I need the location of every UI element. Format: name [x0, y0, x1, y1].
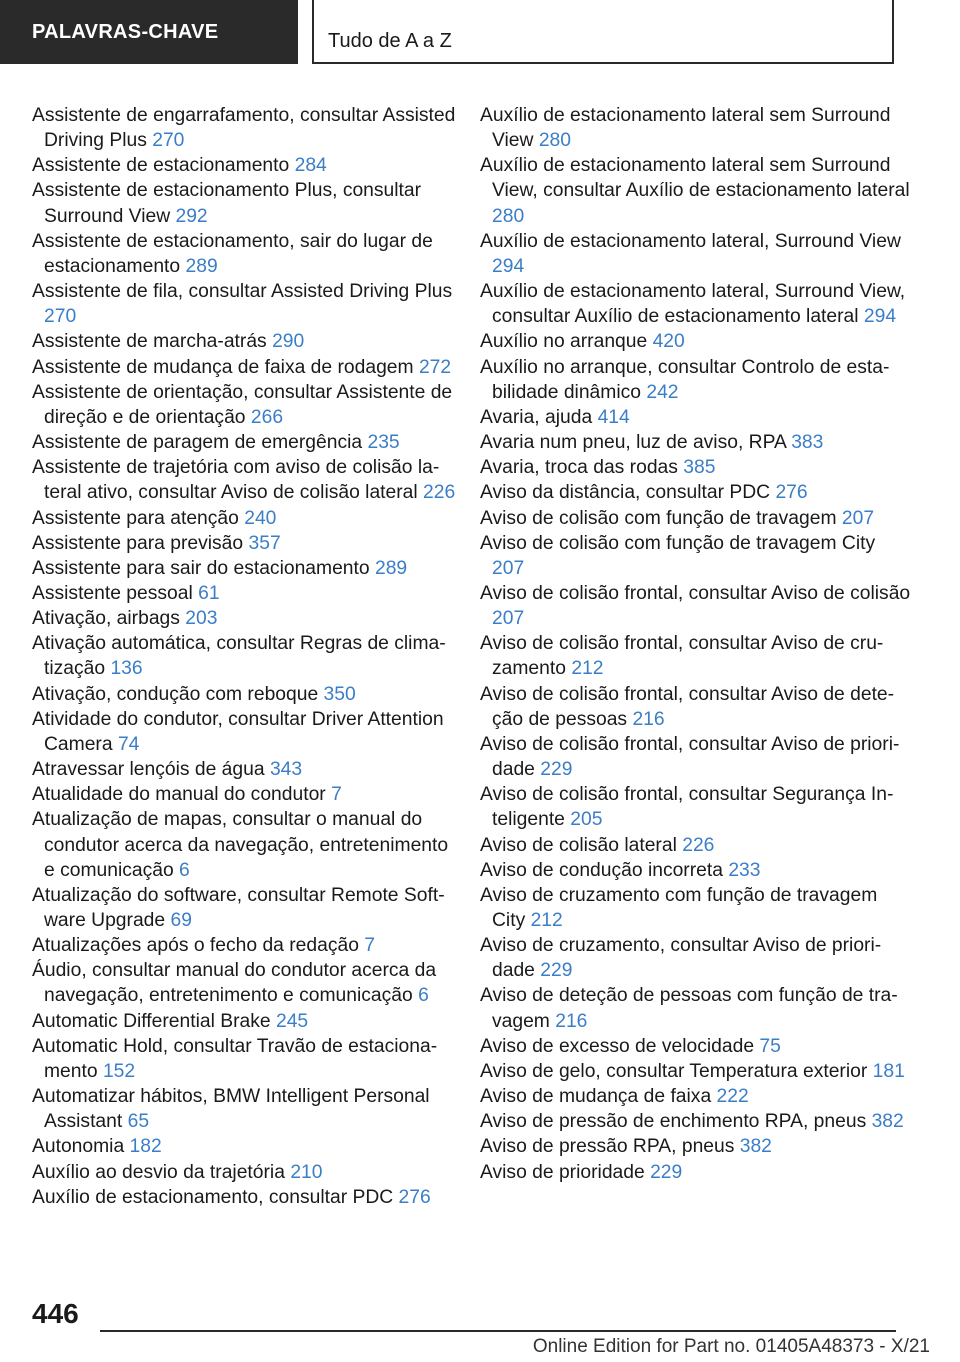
- page-link[interactable]: 382: [871, 1111, 904, 1133]
- page-link[interactable]: 61: [198, 582, 220, 604]
- index-entry-text: Aviso de pressão de enchimento RPA, pneus: [480, 1111, 867, 1133]
- page-link[interactable]: 229: [540, 960, 573, 982]
- page-link[interactable]: 210: [290, 1161, 323, 1183]
- index-entry-text: Aviso de colisão frontal, consultar Aviso de deteção de pessoas: [480, 683, 895, 730]
- index-column-right: [480, 103, 912, 1185]
- page-link[interactable]: 289: [374, 557, 408, 579]
- index-entry-text: Auxílio no arranque: [480, 331, 648, 353]
- index-entry-text: Áudio, consultar manual do condutor acerca da navegação, entretenimento e comunicação: [32, 960, 437, 1007]
- index-entry: [32, 178, 460, 228]
- index-entry: [32, 229, 460, 279]
- index-entry-text: Assistente para previsão: [32, 532, 244, 554]
- index-entry: [32, 631, 460, 681]
- page-link[interactable]: 270: [152, 130, 185, 152]
- index-entry-text: Automatic Hold, consultar Travão de estacionamento: [32, 1035, 438, 1082]
- index-entry: [480, 1134, 912, 1159]
- page-link[interactable]: 205: [570, 809, 603, 831]
- page-link[interactable]: 294: [492, 255, 525, 277]
- index-entry-text: Atualizações após o fecho da redação: [32, 935, 359, 957]
- index-entry-text: Ativação, airbags: [32, 608, 180, 630]
- index-entry: [32, 581, 460, 606]
- index-entry-text: Assistente de fila, consultar Assisted Driving Plus: [32, 281, 453, 303]
- index-entry: [480, 1109, 912, 1134]
- edition-footer: Online Edition for Part no. 01405A48373 - X/21: [532, 1336, 930, 1357]
- index-entry-text: Aviso de prioridade: [480, 1161, 645, 1183]
- page-link[interactable]: 203: [185, 608, 218, 630]
- page-link[interactable]: 289: [185, 255, 218, 277]
- page-link[interactable]: 272: [418, 356, 452, 378]
- footer-divider: [100, 1330, 896, 1332]
- index-entry: [32, 1009, 460, 1034]
- page-link[interactable]: 385: [683, 457, 716, 479]
- page-link[interactable]: 284: [294, 155, 327, 177]
- index-entry: [480, 933, 912, 983]
- index-entry: [32, 430, 460, 455]
- index-entry-text: Auxílio de estacionamento lateral sem Surround View: [480, 105, 891, 152]
- page-link[interactable]: 242: [646, 381, 679, 403]
- index-entry: [32, 103, 460, 153]
- page-link[interactable]: 7: [364, 935, 376, 957]
- index-entry: [32, 531, 460, 556]
- page-link[interactable]: 74: [117, 733, 140, 755]
- index-entry-text: Assistente de paragem de emergência: [32, 432, 363, 454]
- index-entry-text: Aviso de colisão com função de travagem: [480, 507, 837, 529]
- page-link[interactable]: 383: [791, 432, 824, 454]
- index-entry-text: Assistente de estacionamento Plus, consultar Surround View: [32, 180, 422, 227]
- page-link[interactable]: 270: [44, 306, 77, 328]
- page-link[interactable]: 75: [759, 1035, 781, 1057]
- index-entry-text: Atravessar lençóis de água: [32, 759, 265, 781]
- page-link[interactable]: 181: [872, 1060, 905, 1082]
- index-entry-text: Aviso de mudança de faixa: [480, 1086, 712, 1108]
- index-entry: [32, 933, 460, 958]
- index-entry: [480, 1084, 912, 1109]
- index-entry: [480, 455, 912, 480]
- page-link[interactable]: 207: [841, 507, 875, 529]
- index-entry: [480, 480, 912, 505]
- index-entry: [480, 631, 912, 681]
- page-link[interactable]: 276: [398, 1186, 431, 1208]
- index-entry-text: Auxílio de estacionamento lateral, Surround View, consultar Auxílio de estacionamento lateral: [480, 281, 906, 328]
- index-entry-text: Atualização do software, consultar Remote Software Upgrade: [32, 884, 445, 931]
- index-entry: [480, 1034, 912, 1059]
- index-entry-text: Aviso de deteção de pessoas com função de travagem: [480, 985, 898, 1032]
- index-entry: [480, 229, 912, 279]
- index-entry: [32, 279, 460, 329]
- index-entry: [32, 782, 460, 807]
- index-entry: [480, 430, 912, 455]
- page-link[interactable]: 229: [650, 1161, 683, 1183]
- index-entry-text: Aviso da distância, consultar PDC: [480, 482, 771, 504]
- index-entry-text: Assistente pessoal: [32, 582, 193, 604]
- page-link[interactable]: 290: [272, 331, 305, 353]
- page-link[interactable]: 226: [423, 482, 456, 504]
- page-link[interactable]: 182: [129, 1136, 162, 1158]
- index-entry-text: Avaria num pneu, luz de aviso, RPA: [480, 432, 786, 454]
- index-entry-text: Aviso de colisão frontal, consultar Segurança Inteligente: [480, 784, 894, 831]
- index-entry: [480, 405, 912, 430]
- index-entry: [32, 883, 460, 933]
- index-entry: [32, 380, 460, 430]
- index-entry: [32, 506, 460, 531]
- page-header: [0, 0, 960, 66]
- index-entry: [480, 858, 912, 883]
- index-entry-text: Aviso de colisão com função de travagem City: [480, 532, 876, 554]
- index-entry: [480, 732, 912, 782]
- index-entry-text: Atividade do condutor, consultar Driver Attention Camera: [32, 708, 444, 755]
- page-link[interactable]: 222: [716, 1086, 749, 1108]
- index-entry-text: Assistente de engarrafamento, consultar Assisted Driving Plus: [32, 105, 456, 152]
- page-link[interactable]: 152: [102, 1060, 136, 1082]
- index-entry-text: Aviso de condução incorreta: [480, 859, 723, 881]
- page-link[interactable]: 266: [250, 406, 284, 428]
- index-entry-text: Aviso de colisão frontal, consultar Aviso de colisão: [480, 582, 911, 604]
- page-link[interactable]: 69: [170, 910, 192, 931]
- index-entry-text: Ativação automática, consultar Regras de climatização: [32, 633, 446, 680]
- index-entry-text: Aviso de colisão lateral: [480, 834, 677, 856]
- index-entry: [32, 1084, 460, 1134]
- index-entry-text: Assistente de trajetória com aviso de colisão lateral ativo, consultar Aviso de colisão lateral: [32, 457, 440, 504]
- page-link[interactable]: 294: [863, 306, 897, 328]
- index-entry: [32, 153, 460, 178]
- section-tab: PALAVRAS-CHAVE: [0, 0, 298, 64]
- index-entry-text: Aviso de colisão frontal, consultar Aviso de cruzamento: [480, 633, 884, 680]
- index-entry: [480, 883, 912, 933]
- index-entry: [32, 707, 460, 757]
- page-link[interactable]: 207: [492, 608, 525, 630]
- page-link[interactable]: 350: [323, 683, 356, 705]
- index-entry: [480, 506, 912, 531]
- index-entry-text: Automatic Differential Brake: [32, 1010, 271, 1032]
- index-entry: [32, 606, 460, 631]
- index-entry-text: Assistente de orientação, consultar Assistente de direção e de orientação: [32, 381, 453, 428]
- page-link[interactable]: 240: [244, 507, 277, 529]
- index-entry-text: Aviso de cruzamento, consultar Aviso de prioridade: [480, 935, 882, 982]
- index-entry: [480, 833, 912, 858]
- index-entry-text: Automatizar hábitos, BMW Intelligent Personal Assistant: [32, 1086, 430, 1133]
- index-entry-text: Assistente de mudança de faixa de rodagem: [32, 356, 414, 378]
- page-link[interactable]: 216: [632, 708, 665, 730]
- index-entry-text: Auxílio de estacionamento, consultar PDC: [32, 1186, 394, 1208]
- page-link[interactable]: 343: [269, 759, 303, 781]
- index-entry: [480, 1059, 912, 1084]
- index-entry-text: Aviso de pressão RPA, pneus: [480, 1136, 735, 1158]
- index-entry-text: Autonomia: [32, 1136, 125, 1158]
- page-link[interactable]: 6: [418, 985, 429, 1007]
- page-link[interactable]: 212: [571, 658, 604, 680]
- page-link[interactable]: 420: [652, 331, 685, 353]
- page-link[interactable]: 7: [331, 784, 342, 806]
- page-link[interactable]: 276: [775, 482, 808, 504]
- index-entry: [480, 329, 912, 354]
- page-link[interactable]: 382: [739, 1136, 772, 1158]
- index-entry: [480, 782, 912, 832]
- index-entry: [32, 556, 460, 581]
- index-entry: [32, 958, 460, 1008]
- index-entry-text: Auxílio de estacionamento lateral sem Surround View, consultar Auxílio de estacionamento lateral: [480, 155, 910, 202]
- index-entry-text: Aviso de excesso de velocidade: [480, 1035, 755, 1057]
- page-link[interactable]: 280: [492, 205, 525, 227]
- index-entry-text: Avaria, ajuda: [480, 406, 593, 428]
- index-entry: [32, 1034, 460, 1084]
- index-entry-text: Aviso de cruzamento com função de travagem City: [480, 884, 878, 931]
- index-entry: [32, 355, 460, 380]
- index-entry: [480, 153, 912, 228]
- chapter-title: Tudo de A a Z: [312, 0, 894, 64]
- index-entry-text: Atualidade do manual do condutor: [32, 784, 326, 806]
- page-link[interactable]: 245: [275, 1010, 309, 1032]
- index-entry-text: Assistente de marcha-atrás: [32, 331, 267, 353]
- index-entry-text: Atualização de mapas, consultar o manual do condutor acerca da navegação, entretenimento e comunicação: [32, 809, 449, 881]
- page-link[interactable]: 292: [175, 205, 208, 227]
- page-link[interactable]: 226: [682, 834, 715, 856]
- page-link[interactable]: 280: [538, 130, 571, 152]
- page-link[interactable]: 233: [728, 859, 761, 881]
- page-link[interactable]: 6: [179, 859, 190, 881]
- index-entry: [480, 531, 912, 581]
- index-entry: [480, 682, 912, 732]
- index-entry-text: Auxílio de estacionamento lateral, Surround View: [480, 230, 901, 252]
- index-column-left: [32, 103, 460, 1210]
- page-link[interactable]: 414: [597, 406, 630, 428]
- index-entry-text: Assistente para sair do estacionamento: [32, 557, 370, 579]
- page-link[interactable]: 207: [492, 557, 525, 579]
- index-entry: [480, 1160, 912, 1185]
- page-link[interactable]: 229: [540, 759, 573, 781]
- page-number: 446: [32, 1298, 79, 1329]
- index-entry-text: Assistente para atenção: [32, 507, 239, 529]
- index-entry: [480, 581, 912, 631]
- page-link[interactable]: 65: [127, 1111, 150, 1133]
- page-link[interactable]: 136: [110, 658, 143, 680]
- index-entry-text: Assistente de estacionamento: [32, 155, 290, 177]
- index-entry: [32, 682, 460, 707]
- page-link[interactable]: 212: [530, 910, 563, 931]
- page-link[interactable]: 235: [367, 432, 400, 454]
- index-entry: [32, 757, 460, 782]
- index-entry: [480, 983, 912, 1033]
- index-entry: [480, 103, 912, 153]
- page-link[interactable]: 357: [248, 532, 281, 554]
- index-entry-text: Auxílio no arranque, consultar Controlo de estabilidade dinâmico: [480, 356, 890, 403]
- index-entry: [32, 807, 460, 882]
- index-entry: [32, 1185, 460, 1210]
- index-entry-text: Ativação, condução com reboque: [32, 683, 319, 705]
- index-entry-text: Assistente de estacionamento, sair do lugar de estacionamento: [32, 230, 433, 277]
- index-entry-text: Aviso de gelo, consultar Temperatura exterior: [480, 1060, 868, 1082]
- index-entry-text: Auxílio ao desvio da trajetória: [32, 1161, 285, 1183]
- index-entry-text: Aviso de colisão frontal, consultar Aviso de prioridade: [480, 733, 900, 781]
- index-entry-text: Avaria, troca das rodas: [480, 457, 678, 479]
- index-entry: [480, 279, 912, 329]
- index-entry: [32, 329, 460, 354]
- page-link[interactable]: 216: [555, 1010, 588, 1032]
- index-entry: [32, 1134, 460, 1159]
- index-entry: [32, 1160, 460, 1185]
- index-entry: [32, 455, 460, 505]
- index-entry: [480, 355, 912, 405]
